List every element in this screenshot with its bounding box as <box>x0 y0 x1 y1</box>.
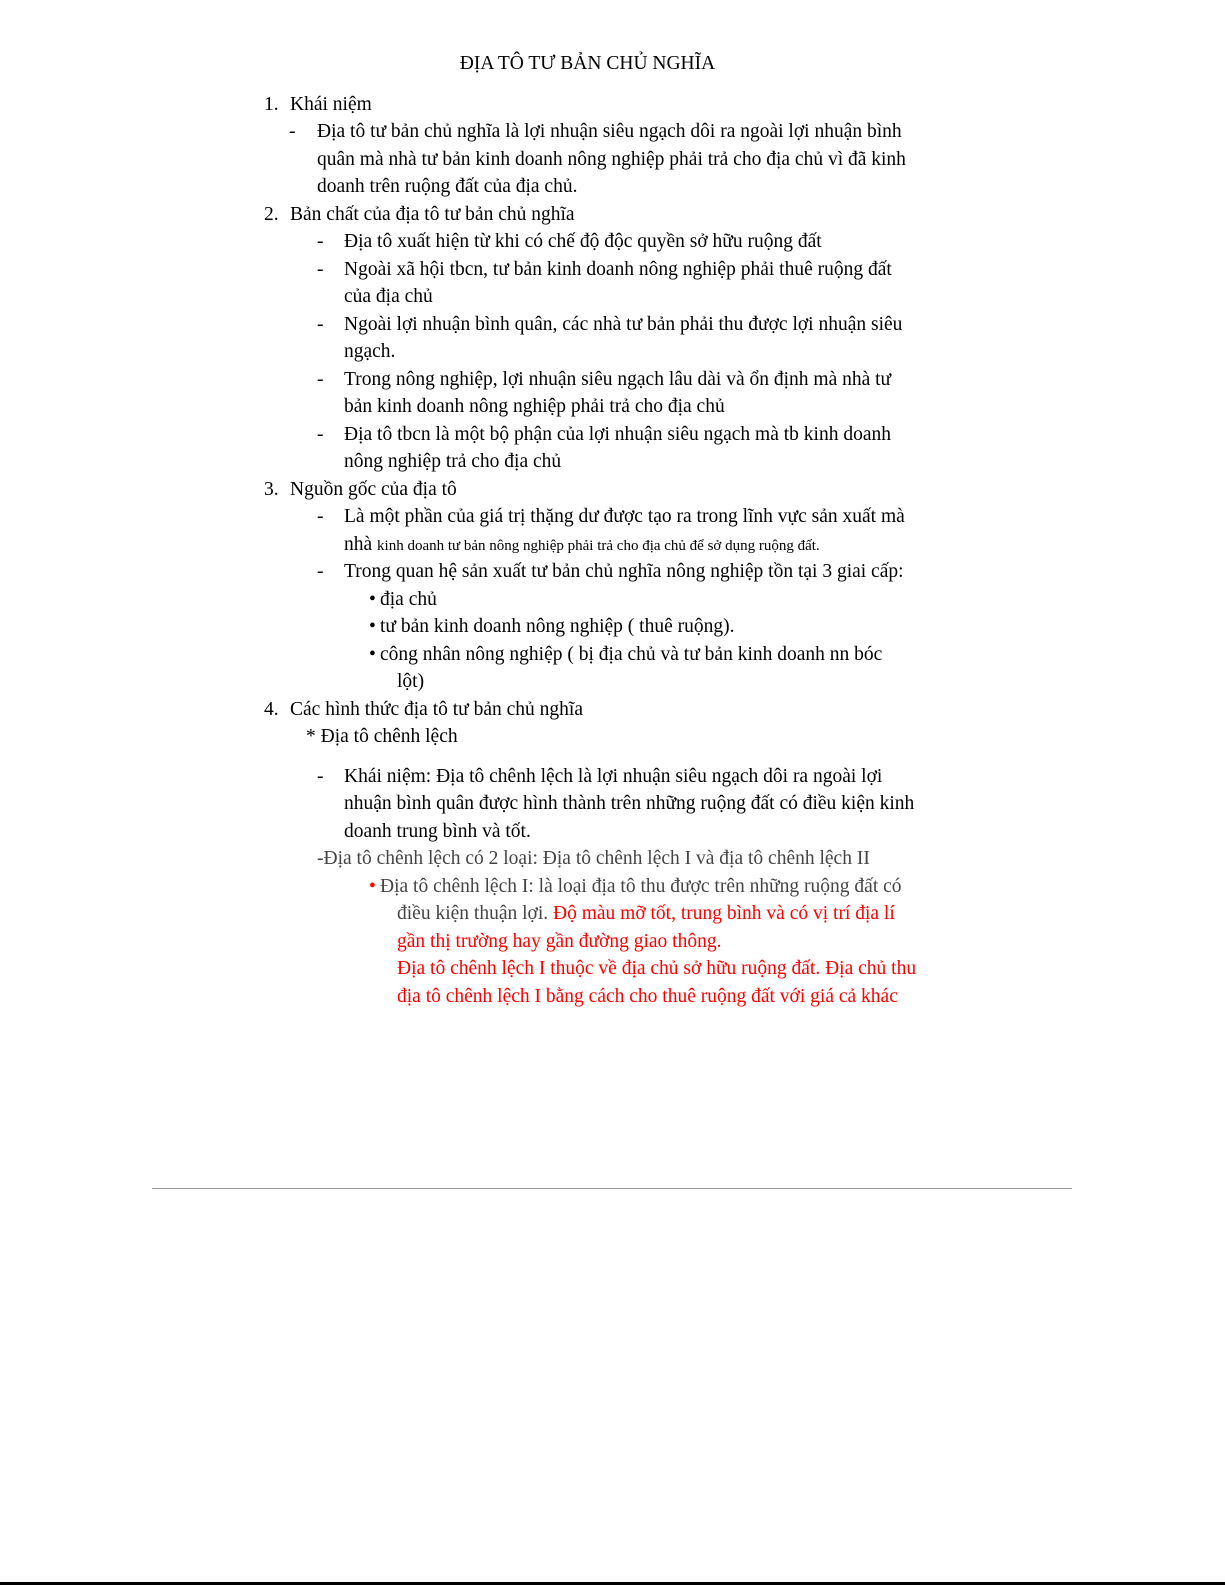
paragraph-line: bản kinh doanh nông nghiệp phải trả cho địa chủ <box>344 396 725 417</box>
paragraph-line: -Địa tô chênh lệch có 2 loại: Địa tô chênh lệch I và địa tô chênh lệch II <box>317 848 870 869</box>
text-run: điều kiện thuận lợi. <box>397 903 549 924</box>
paragraph-line: nhuận bình quân được hình thành trên những ruộng đất có điều kiện kinh <box>344 793 915 814</box>
dash-marker: - <box>317 231 324 252</box>
section-number: 2. <box>264 204 279 225</box>
dash-marker: - <box>317 314 324 335</box>
paragraph-line <box>344 531 820 560</box>
paragraph-line: Địa tô chênh lệch I: là loại địa tô thu được trên những ruộng đất có <box>380 876 902 897</box>
page-title: ĐỊA TÔ TƯ BẢN CHỦ NGHĨA <box>459 53 716 74</box>
paragraph-line: Khái niệm: Địa tô chênh lệch là lợi nhuận siêu ngạch dôi ra ngoài lợi <box>344 766 883 787</box>
bullet-item: tư bản kinh doanh nông nghiệp ( thuê ruộng). <box>380 616 735 637</box>
bullet-item: công nhân nông nghiệp ( bị địa chủ và tư bản kinh doanh nn bóc <box>380 644 883 665</box>
section-heading: Khái niệm <box>290 94 372 115</box>
paragraph-line: doanh trên ruộng đất của địa chủ. <box>317 176 578 197</box>
section-heading: Nguồn gốc của địa tô <box>290 479 457 500</box>
bullet-marker: • <box>369 876 376 897</box>
paragraph-line: nông nghiệp trả cho địa chủ <box>344 451 562 472</box>
section-number: 4. <box>264 699 279 720</box>
text-run-small: kinh doanh tư bản nông nghiệp phải trả cho địa chủ để sở dụng ruộng đất. <box>377 538 820 554</box>
dash-marker: - <box>289 121 296 142</box>
section-heading: Các hình thức địa tô tư bản chủ nghĩa <box>290 699 583 720</box>
dash-marker: - <box>317 766 324 787</box>
dash-marker: - <box>317 506 324 527</box>
paragraph-line: ngạch. <box>344 341 396 362</box>
bullet-item: địa chủ <box>380 589 437 610</box>
paragraph-line: quân mà nhà tư bản kinh doanh nông nghiệp phải trả cho địa chủ vì đã kinh <box>317 149 906 170</box>
highlighted-text-run: Độ màu mỡ tốt, trung bình và có vị trí địa lí <box>548 903 895 924</box>
paragraph-line: Là một phần của giá trị thặng dư được tạo ra trong lĩnh vực sản xuất mà <box>344 506 905 527</box>
paragraph-line: Địa tô xuất hiện từ khi có chế độ độc quyền sở hữu ruộng đất <box>344 231 822 252</box>
page-divider <box>152 1188 1072 1189</box>
paragraph-line: Địa tô tbcn là một bộ phận của lợi nhuận siêu ngạch mà tb kinh doanh <box>344 424 891 445</box>
text-run: nhà <box>344 534 373 555</box>
bullet-marker: • <box>369 616 376 637</box>
paragraph-line: Địa tô tư bản chủ nghĩa là lợi nhuận siêu ngạch dôi ra ngoài lợi nhuận bình <box>317 121 902 142</box>
paragraph-line: doanh trung bình và tốt. <box>344 821 531 842</box>
paragraph-line <box>397 900 895 927</box>
dash-marker: - <box>317 561 324 582</box>
dash-marker: - <box>317 369 324 390</box>
highlighted-line: gần thị trường hay gần đường giao thông. <box>397 931 722 952</box>
section-heading: Bản chất của địa tô tư bản chủ nghĩa <box>290 204 575 225</box>
paragraph-line: Trong quan hệ sản xuất tư bản chủ nghĩa nông nghiệp tồn tại 3 giai cấp: <box>344 561 904 582</box>
section-number: 3. <box>264 479 279 500</box>
subsection-heading: * Địa tô chênh lệch <box>306 726 458 747</box>
paragraph-line: Ngoài lợi nhuận bình quân, các nhà tư bản phải thu được lợi nhuận siêu <box>344 314 903 335</box>
dash-marker: - <box>317 259 324 280</box>
highlighted-line: Địa tô chênh lệch I thuộc về địa chủ sở hữu ruộng đất. Địa chủ thu <box>397 958 917 979</box>
bullet-marker: • <box>369 589 376 610</box>
paragraph-line: Trong nông nghiệp, lợi nhuận siêu ngạch lâu dài và ổn định mà nhà tư <box>344 369 892 390</box>
bullet-marker: • <box>369 644 376 665</box>
bullet-item-continuation: lột) <box>397 671 425 692</box>
highlighted-line: địa tô chênh lệch I bằng cách cho thuê ruộng đất với giá cả khác <box>397 986 898 1007</box>
dash-marker: - <box>317 424 324 445</box>
section-number: 1. <box>264 94 279 115</box>
paragraph-line: của địa chủ <box>344 286 433 307</box>
paragraph-line: Ngoài xã hội tbcn, tư bản kinh doanh nông nghiệp phải thuê ruộng đất <box>344 259 892 280</box>
